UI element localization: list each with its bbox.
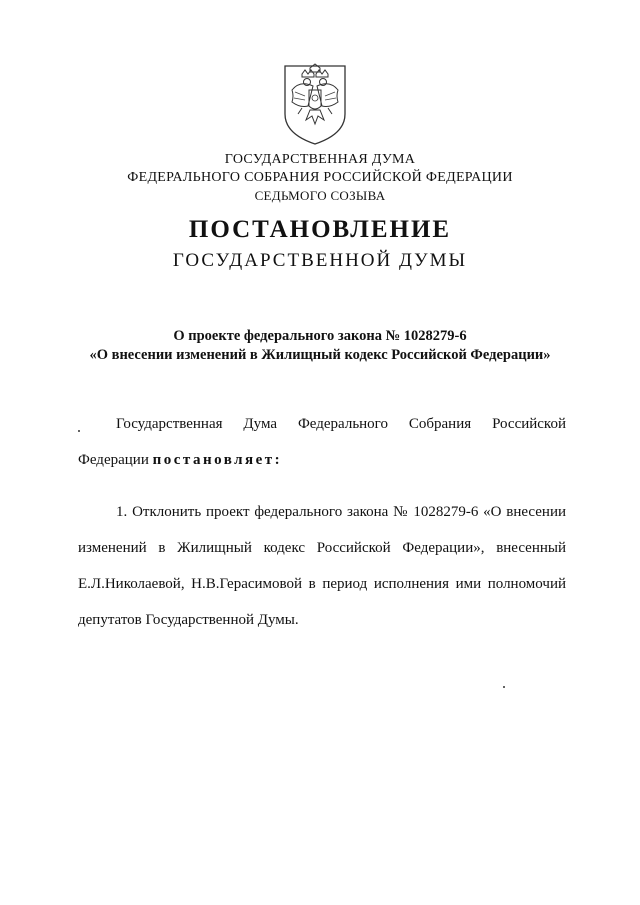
scan-mark [503, 686, 505, 688]
header-federal-assembly: ФЕДЕРАЛЬНОГО СОБРАНИЯ РОССИЙСКОЙ ФЕДЕРАЦИИ [127, 170, 513, 185]
scan-mark [78, 430, 80, 432]
preamble-line-2 [78, 451, 282, 469]
subject-line-1: О проекте федерального закона № 1028279-6 [173, 328, 467, 344]
resolves-word: постановляет: [152, 452, 283, 468]
item1-line-3: Е.Л.Николаевой, Н.В.Герасимовой в период исполнения ими полномочий [78, 576, 566, 592]
document-subtitle: ГОСУДАРСТВЕННОЙ ДУМЫ [172, 250, 468, 271]
document-title: ПОСТАНОВЛЕНИЕ [188, 216, 452, 243]
subject-line-2: «О внесении изменений в Жилищный кодекс Российской Федерации» [89, 347, 551, 363]
item1-line-4: депутатов Государственной Думы. [78, 612, 299, 628]
preamble-line-1: Государственная Дума Федерального Собрания Российской [116, 416, 566, 432]
item1-line-1: 1. Отклонить проект федерального закона № 1028279-6 «О внесении [116, 504, 566, 520]
item1-line-2: изменений в Жилищный кодекс Российской Федерации», внесенный [78, 540, 566, 556]
header-duma: ГОСУДАРСТВЕННАЯ ДУМА [224, 152, 416, 167]
preamble-federation: Федерации [78, 452, 153, 468]
coat-of-arms-emblem-icon [280, 62, 350, 146]
header-convocation: СЕДЬМОГО СОЗЫВА [254, 188, 386, 203]
